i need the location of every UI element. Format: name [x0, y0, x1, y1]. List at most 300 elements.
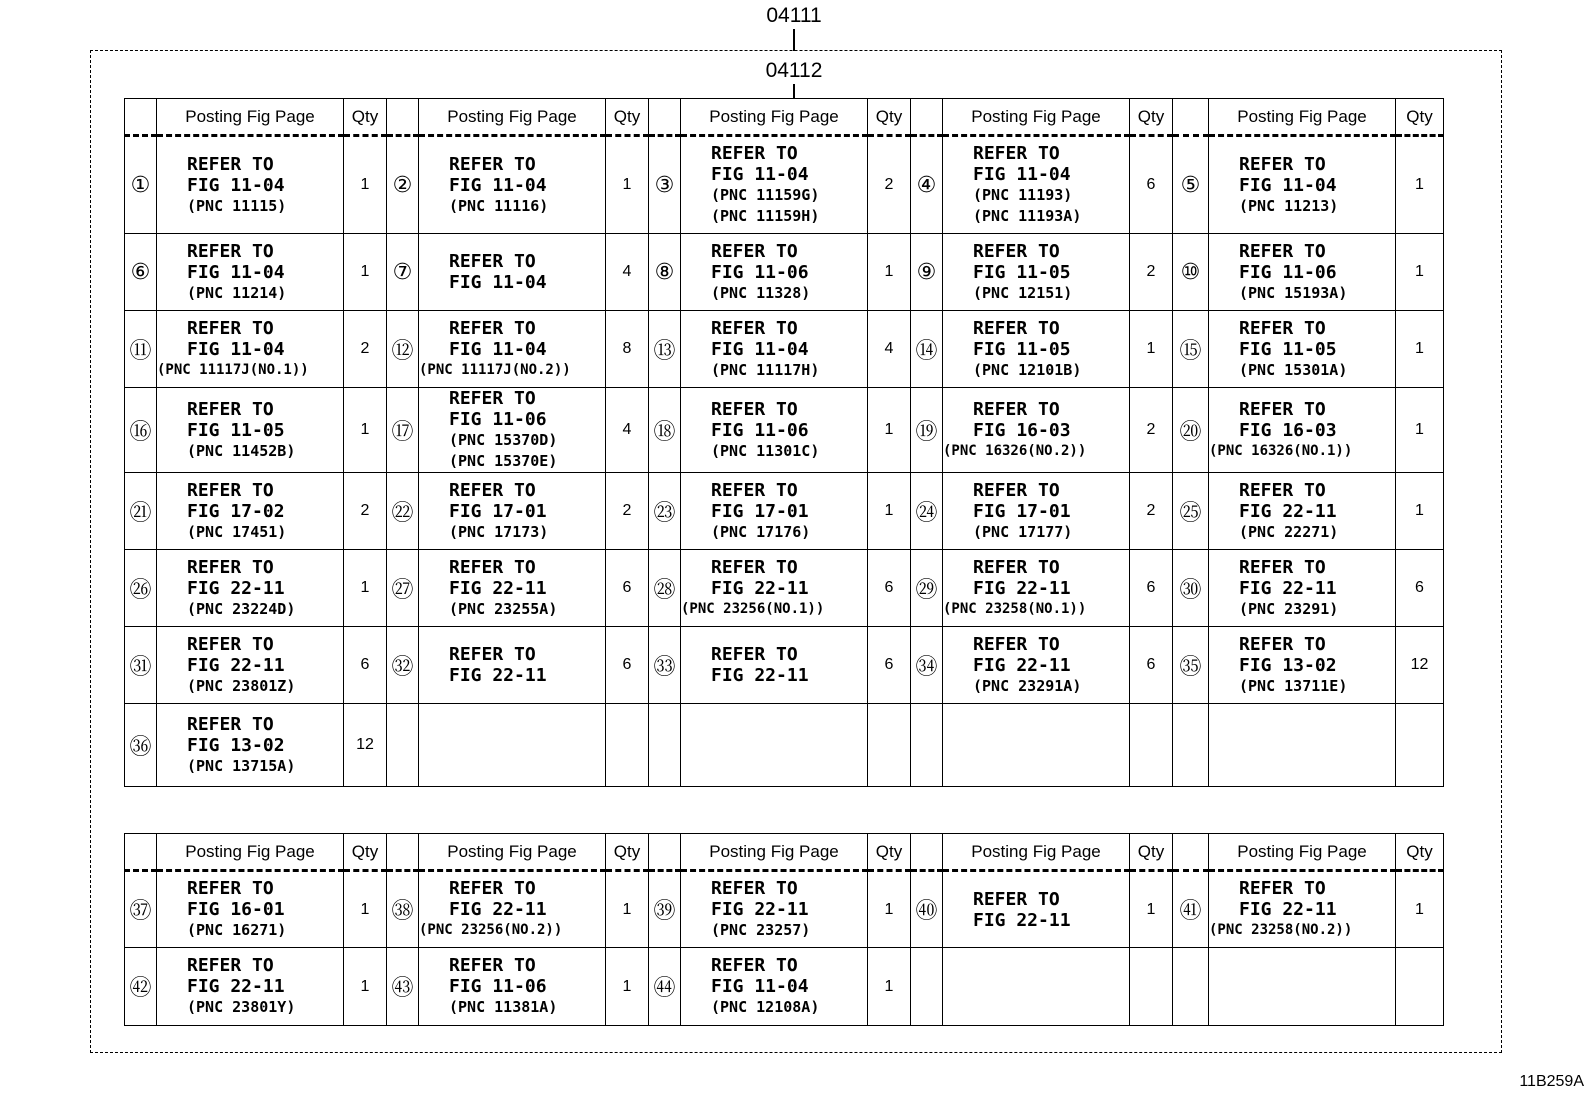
quantity: 2	[344, 473, 387, 550]
quantity: 2	[1130, 234, 1173, 311]
table-row	[125, 704, 1444, 787]
header-qty: Qty	[1396, 834, 1444, 871]
posting-reference	[943, 871, 1130, 948]
pnc-line: (PNC 12151)	[973, 283, 1073, 302]
refer-line: FIG 22-11	[1239, 577, 1337, 599]
quantity: 2	[344, 311, 387, 388]
pnc-line: (PNC 17173)	[449, 522, 549, 541]
refer-line: REFER TO	[711, 479, 798, 501]
quantity: 1	[1396, 473, 1444, 550]
quantity: 1	[868, 871, 911, 948]
posting-reference	[1209, 388, 1396, 473]
posting-reference	[419, 550, 606, 627]
item-number: ㉗	[387, 550, 419, 627]
item-number: ⑤	[1173, 136, 1209, 234]
posting-reference	[157, 473, 344, 550]
quantity: 2	[1130, 388, 1173, 473]
refer-line: REFER TO	[187, 240, 274, 262]
header-posting: Posting Fig Page	[1209, 99, 1396, 136]
posting-reference	[681, 388, 868, 473]
quantity: 1	[1130, 871, 1173, 948]
refer-line: FIG 17-02	[187, 500, 285, 522]
item-number: ㊴	[649, 871, 681, 948]
quantity: 1	[344, 948, 387, 1026]
refer-line: REFER TO	[187, 713, 274, 735]
quantity: 1	[606, 136, 649, 234]
posting-reference	[681, 311, 868, 388]
refer-line: REFER TO	[449, 955, 536, 976]
item-number: ②	[387, 136, 419, 234]
refer-line: FIG 11-06	[449, 976, 547, 997]
refer-line: FIG 11-05	[1239, 338, 1337, 360]
posting-reference	[943, 550, 1130, 627]
item-number	[387, 704, 419, 787]
posting-reference	[157, 948, 344, 1026]
pnc-line: (PNC 11213)	[1239, 196, 1339, 215]
quantity: 1	[1396, 388, 1444, 473]
item-number: ⑫	[387, 311, 419, 388]
item-number: ①	[125, 136, 157, 234]
refer-line: REFER TO	[973, 556, 1060, 578]
quantity: 6	[1130, 550, 1173, 627]
posting-reference	[1209, 948, 1396, 1026]
pnc-line: (PNC 11116)	[449, 196, 549, 215]
item-number: ㊵	[911, 871, 943, 948]
posting-reference	[157, 704, 344, 787]
pnc-line: (PNC 11328)	[711, 283, 811, 302]
header-qty: Qty	[606, 99, 649, 136]
posting-reference	[1209, 550, 1396, 627]
quantity: 1	[1396, 136, 1444, 234]
item-number: ㉛	[125, 627, 157, 704]
refer-line: REFER TO	[1239, 153, 1326, 175]
refer-line: REFER TO	[1239, 878, 1326, 899]
posting-reference	[943, 234, 1130, 311]
item-number	[1173, 948, 1209, 1026]
quantity: 1	[606, 871, 649, 948]
item-number: ㉟	[1173, 627, 1209, 704]
table-row	[125, 473, 1444, 550]
table-row	[125, 311, 1444, 388]
item-number: ⑳	[1173, 388, 1209, 473]
pnc-line: (PNC 11159G)	[711, 186, 820, 204]
quantity	[1396, 948, 1444, 1026]
posting-reference	[157, 136, 344, 234]
item-number: ㊳	[387, 871, 419, 948]
header-qty: Qty	[868, 99, 911, 136]
pnc-line: (PNC 16271)	[187, 921, 287, 939]
refer-line: REFER TO	[1239, 633, 1326, 655]
item-number: ⑬	[649, 311, 681, 388]
pnc-line: (PNC 15301A)	[1239, 360, 1348, 379]
item-number: ⑱	[649, 388, 681, 473]
item-number: ㊱	[125, 704, 157, 787]
item-number: ㉔	[911, 473, 943, 550]
refer-line: REFER TO	[187, 633, 274, 655]
quantity: 6	[868, 550, 911, 627]
pnc-line: (PNC 23255A)	[449, 599, 558, 618]
refer-line: REFER TO	[449, 644, 536, 665]
header-posting: Posting Fig Page	[157, 99, 344, 136]
posting-reference	[943, 473, 1130, 550]
header-qty: Qty	[344, 834, 387, 871]
refer-line: FIG 11-06	[449, 409, 547, 430]
pnc-line: (PNC 23801Z)	[187, 676, 296, 695]
quantity: 1	[344, 388, 387, 473]
pnc-line: (PNC 13711E)	[1239, 676, 1348, 695]
refer-line: FIG 22-11	[187, 976, 285, 997]
refer-line: REFER TO	[187, 398, 274, 420]
header-number-cell	[911, 834, 943, 871]
quantity: 1	[344, 550, 387, 627]
posting-reference	[419, 627, 606, 704]
refer-line: REFER TO	[711, 878, 798, 899]
refer-line: FIG 16-03	[1239, 419, 1337, 441]
header-posting: Posting Fig Page	[681, 834, 868, 871]
pnc-line: (PNC 23801Y)	[187, 998, 296, 1016]
refer-line: REFER TO	[973, 143, 1060, 164]
posting-reference	[943, 627, 1130, 704]
pnc-line: (PNC 11117H)	[711, 360, 820, 379]
quantity: 1	[606, 948, 649, 1026]
pnc-line: (PNC 23256(NO.1))	[681, 600, 825, 617]
quantity	[1130, 948, 1173, 1026]
posting-reference	[157, 388, 344, 473]
header-number-cell	[125, 99, 157, 136]
refer-line: REFER TO	[449, 153, 536, 175]
refer-line: FIG 11-06	[1239, 261, 1337, 283]
table-row	[125, 627, 1444, 704]
refer-line: FIG 11-04	[449, 174, 547, 196]
refer-line: REFER TO	[187, 955, 274, 976]
quantity	[1396, 704, 1444, 787]
refer-line: FIG 22-11	[187, 654, 285, 676]
refer-line: REFER TO	[449, 556, 536, 578]
parts-table-secondary	[124, 833, 1444, 1026]
header-posting: Posting Fig Page	[419, 834, 606, 871]
refer-line: FIG 11-04	[449, 338, 547, 360]
item-number: ㉖	[125, 550, 157, 627]
refer-line: FIG 11-04	[973, 164, 1071, 185]
pnc-line: (PNC 16326(NO.2))	[943, 442, 1087, 459]
item-number: ㉘	[649, 550, 681, 627]
header-posting: Posting Fig Page	[681, 99, 868, 136]
refer-line: FIG 11-04	[187, 261, 285, 283]
posting-reference	[1209, 136, 1396, 234]
pnc-line: (PNC 23258(NO.1))	[943, 600, 1087, 617]
refer-line: FIG 22-11	[973, 577, 1071, 599]
table-row	[125, 136, 1444, 234]
refer-line: FIG 16-01	[187, 899, 285, 920]
item-number: ㉑	[125, 473, 157, 550]
refer-line: REFER TO	[973, 633, 1060, 655]
pnc-line: (PNC 17451)	[187, 522, 287, 541]
pnc-line: (PNC 11117J(NO.2))	[419, 361, 571, 378]
pnc-line: (PNC 11115)	[187, 196, 287, 215]
quantity: 1	[868, 948, 911, 1026]
refer-line: REFER TO	[187, 878, 274, 899]
header-row	[125, 834, 1444, 871]
refer-line: FIG 11-06	[711, 419, 809, 441]
pnc-line: (PNC 11452B)	[187, 441, 296, 460]
assembly-label-inner: 04112	[765, 59, 823, 82]
quantity: 2	[868, 136, 911, 234]
refer-line: REFER TO	[711, 240, 798, 262]
refer-line: REFER TO	[973, 479, 1060, 501]
item-number: ㉝	[649, 627, 681, 704]
header-qty: Qty	[1130, 99, 1173, 136]
item-number: ㉕	[1173, 473, 1209, 550]
posting-reference	[681, 948, 868, 1026]
pnc-line: (PNC 11193A)	[973, 207, 1082, 225]
refer-line: FIG 11-04	[711, 338, 809, 360]
posting-reference	[157, 550, 344, 627]
refer-line: REFER TO	[973, 240, 1060, 262]
item-number	[911, 704, 943, 787]
refer-line: REFER TO	[1239, 240, 1326, 262]
refer-line: FIG 11-05	[973, 261, 1071, 283]
posting-reference	[157, 234, 344, 311]
refer-line: REFER TO	[711, 317, 798, 339]
item-number: ③	[649, 136, 681, 234]
header-qty: Qty	[1130, 834, 1173, 871]
parts-table-main	[124, 98, 1444, 787]
posting-reference	[1209, 311, 1396, 388]
quantity: 6	[344, 627, 387, 704]
posting-reference	[943, 136, 1130, 234]
item-number: ㊶	[1173, 871, 1209, 948]
header-number-cell	[387, 834, 419, 871]
quantity: 4	[868, 311, 911, 388]
table-row	[125, 871, 1444, 948]
quantity: 2	[1130, 473, 1173, 550]
header-number-cell	[1173, 834, 1209, 871]
item-number: ④	[911, 136, 943, 234]
pnc-line: (PNC 17176)	[711, 522, 811, 541]
item-number: ㊲	[125, 871, 157, 948]
refer-line: FIG 17-01	[449, 500, 547, 522]
header-qty: Qty	[868, 834, 911, 871]
illustration-code: 11B259A	[1519, 1073, 1584, 1090]
item-number: ㉓	[649, 473, 681, 550]
refer-line: REFER TO	[711, 955, 798, 976]
item-number	[911, 948, 943, 1026]
header-number-cell	[649, 99, 681, 136]
header-row	[125, 99, 1444, 136]
pnc-line: (PNC 12101B)	[973, 360, 1082, 379]
quantity: 6	[606, 550, 649, 627]
posting-reference	[681, 234, 868, 311]
posting-reference	[681, 704, 868, 787]
pnc-line: (PNC 23257)	[711, 921, 811, 939]
refer-line: FIG 22-11	[449, 665, 547, 686]
posting-reference	[943, 704, 1130, 787]
refer-line: FIG 11-04	[187, 174, 285, 196]
item-number: ⑮	[1173, 311, 1209, 388]
refer-line: REFER TO	[973, 398, 1060, 420]
pnc-line: (PNC 23291A)	[973, 676, 1082, 695]
quantity: 6	[868, 627, 911, 704]
quantity	[868, 704, 911, 787]
pnc-line: (PNC 11193)	[973, 186, 1073, 204]
quantity	[1130, 704, 1173, 787]
refer-line: REFER TO	[1239, 398, 1326, 420]
pnc-line: (PNC 11117J(NO.1))	[157, 361, 309, 378]
quantity: 1	[344, 871, 387, 948]
quantity: 1	[1396, 871, 1444, 948]
pnc-line: (PNC 15370E)	[449, 452, 558, 470]
table-row	[125, 234, 1444, 311]
item-number: ㉚	[1173, 550, 1209, 627]
posting-reference	[419, 704, 606, 787]
pnc-line: (PNC 11214)	[187, 283, 287, 302]
refer-line: REFER TO	[973, 317, 1060, 339]
posting-reference	[419, 311, 606, 388]
item-number: ⑯	[125, 388, 157, 473]
refer-line: FIG 11-06	[711, 261, 809, 283]
table-row	[125, 550, 1444, 627]
pnc-line: (PNC 23256(NO.2))	[419, 922, 563, 938]
item-number: ㊹	[649, 948, 681, 1026]
refer-line: FIG 22-11	[973, 654, 1071, 676]
quantity: 1	[868, 388, 911, 473]
posting-reference	[681, 627, 868, 704]
posting-reference	[1209, 871, 1396, 948]
refer-line: FIG 22-11	[973, 909, 1071, 931]
refer-line: FIG 11-04	[711, 976, 809, 997]
quantity	[606, 704, 649, 787]
refer-line: REFER TO	[449, 479, 536, 501]
refer-line: FIG 11-04	[711, 164, 809, 185]
header-qty: Qty	[606, 834, 649, 871]
refer-line: REFER TO	[449, 388, 536, 409]
item-number: ⑭	[911, 311, 943, 388]
posting-reference	[419, 473, 606, 550]
refer-line: FIG 11-04	[187, 338, 285, 360]
refer-line: FIG 11-05	[187, 419, 285, 441]
item-number: ⑥	[125, 234, 157, 311]
posting-reference	[943, 311, 1130, 388]
pnc-line: (PNC 23258(NO.2))	[1209, 922, 1353, 938]
posting-reference	[681, 871, 868, 948]
quantity: 1	[1130, 311, 1173, 388]
leader-line-inner	[793, 84, 795, 99]
assembly-label-outer: 04111	[766, 4, 822, 27]
quantity: 12	[1396, 627, 1444, 704]
refer-line: FIG 17-01	[711, 500, 809, 522]
posting-reference	[681, 473, 868, 550]
refer-line: REFER TO	[1239, 479, 1326, 501]
refer-line: FIG 11-05	[973, 338, 1071, 360]
pnc-line: (PNC 11301C)	[711, 441, 820, 460]
refer-line: FIG 22-11	[711, 577, 809, 599]
quantity: 1	[868, 473, 911, 550]
item-number	[1173, 704, 1209, 787]
item-number: ㊷	[125, 948, 157, 1026]
pnc-line: (PNC 23224D)	[187, 599, 296, 618]
pnc-line: (PNC 11159H)	[711, 207, 820, 225]
refer-line: REFER TO	[187, 153, 274, 175]
quantity: 1	[344, 136, 387, 234]
posting-reference	[943, 948, 1130, 1026]
item-number: ⑰	[387, 388, 419, 473]
posting-reference	[1209, 627, 1396, 704]
refer-line: FIG 22-11	[1239, 899, 1337, 920]
item-number: ㊸	[387, 948, 419, 1026]
refer-line: REFER TO	[973, 888, 1060, 910]
header-qty: Qty	[1396, 99, 1444, 136]
refer-line: FIG 22-11	[187, 577, 285, 599]
quantity: 6	[606, 627, 649, 704]
posting-reference	[1209, 704, 1396, 787]
posting-reference	[1209, 234, 1396, 311]
posting-reference	[157, 627, 344, 704]
header-number-cell	[1173, 99, 1209, 136]
refer-line: FIG 22-11	[449, 577, 547, 599]
quantity: 2	[606, 473, 649, 550]
refer-line: REFER TO	[1239, 556, 1326, 578]
header-qty: Qty	[344, 99, 387, 136]
posting-reference	[419, 136, 606, 234]
quantity: 4	[606, 234, 649, 311]
posting-reference	[419, 388, 606, 473]
pnc-line: (PNC 17177)	[973, 522, 1073, 541]
refer-line: REFER TO	[449, 878, 536, 899]
refer-line: REFER TO	[711, 644, 798, 665]
header-posting: Posting Fig Page	[419, 99, 606, 136]
refer-line: REFER TO	[449, 251, 536, 272]
refer-line: FIG 13-02	[187, 734, 285, 756]
table-row	[125, 388, 1444, 473]
refer-line: REFER TO	[449, 317, 536, 339]
refer-line: FIG 22-11	[1239, 500, 1337, 522]
header-number-cell	[387, 99, 419, 136]
pnc-line: (PNC 13715A)	[187, 756, 296, 775]
item-number: ⑩	[1173, 234, 1209, 311]
posting-reference	[681, 136, 868, 234]
header-number-cell	[911, 99, 943, 136]
header-number-cell	[649, 834, 681, 871]
refer-line: FIG 16-03	[973, 419, 1071, 441]
pnc-line: (PNC 23291)	[1239, 599, 1339, 618]
posting-reference	[419, 871, 606, 948]
item-number	[649, 704, 681, 787]
quantity: 1	[344, 234, 387, 311]
posting-reference	[157, 311, 344, 388]
refer-line: REFER TO	[187, 479, 274, 501]
header-posting: Posting Fig Page	[943, 834, 1130, 871]
item-number: ㉜	[387, 627, 419, 704]
item-number: ⑲	[911, 388, 943, 473]
pnc-line: (PNC 11381A)	[449, 998, 558, 1016]
posting-reference	[157, 871, 344, 948]
header-posting: Posting Fig Page	[1209, 834, 1396, 871]
item-number: ㉞	[911, 627, 943, 704]
refer-line: REFER TO	[711, 143, 798, 164]
quantity: 12	[344, 704, 387, 787]
quantity: 8	[606, 311, 649, 388]
refer-line: REFER TO	[711, 556, 798, 578]
refer-line: FIG 22-11	[711, 665, 809, 686]
pnc-line: (PNC 16326(NO.1))	[1209, 442, 1353, 459]
refer-line: REFER TO	[711, 398, 798, 420]
item-number: ⑦	[387, 234, 419, 311]
posting-reference	[681, 550, 868, 627]
quantity: 6	[1130, 627, 1173, 704]
header-posting: Posting Fig Page	[943, 99, 1130, 136]
refer-line: REFER TO	[187, 317, 274, 339]
header-number-cell	[125, 834, 157, 871]
